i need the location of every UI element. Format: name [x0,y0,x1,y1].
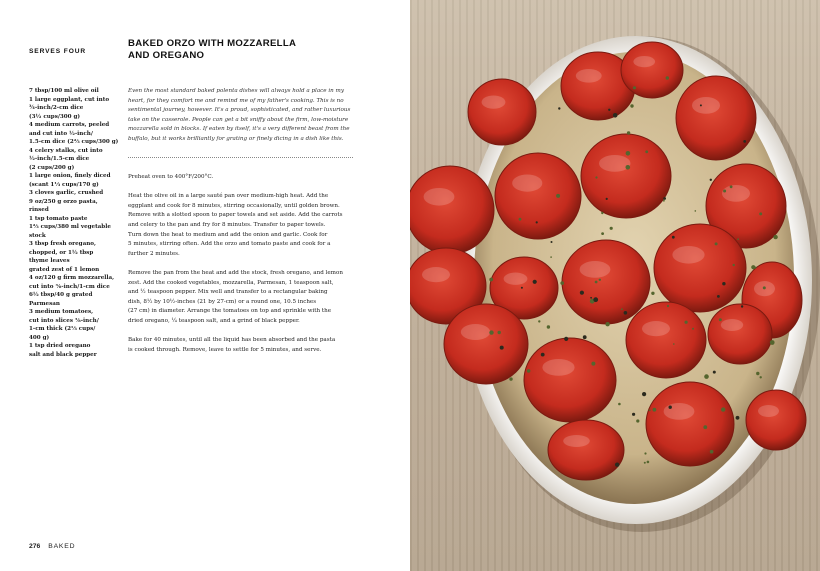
tomato-slice [495,153,581,239]
ingredient-line: (scant 1⅓ cups/170 g) [29,181,99,188]
herb-fleck [621,308,623,310]
herb-fleck [713,371,716,374]
tomato-highlight [422,267,450,282]
herb-fleck [741,305,743,307]
herb-fleck [636,419,639,422]
tomato-slice [621,42,683,98]
herb-fleck [700,104,702,106]
herb-fleck [601,232,604,235]
herb-fleck [533,280,537,284]
method-line: Heat the olive oil in a large sauté pan over medium-high heat. Add the [128,193,329,200]
herb-fleck [489,278,493,282]
herb-fleck [710,179,712,181]
herb-fleck [536,221,538,223]
method-line: Remove with a slotted spoon to paper towels and set aside. Add the carrots [128,212,343,219]
tomato-slice [626,302,706,378]
tomato-highlight [424,188,455,206]
method-line: is cooked through. Remove, leave to settle for 5 minutes, and serve. [128,346,322,353]
tomato-highlight [599,155,631,172]
herb-fleck [632,413,635,416]
herb-fleck [736,416,740,420]
herb-fleck [722,282,725,285]
tomato-slice [468,79,536,145]
herb-fleck [608,109,610,111]
herb-fleck [606,198,608,200]
ingredient-line: 1.5-cm dice (2⅔ cups/300 g) [29,139,119,145]
tomato-highlight [642,321,670,336]
tomato-highlight [633,56,655,67]
ingredient-line: and cut into ½-inch/ [29,130,93,137]
method-line: zest. Add the cooked vegetables, mozzarella, Parmesan, 1 teaspoon salt, [128,279,334,286]
herb-fleck [763,286,766,289]
herb-fleck [717,295,720,298]
tomato-highlight [542,359,574,376]
tomato-slice [548,420,624,480]
herb-fleck [626,151,631,156]
herb-fleck [498,331,501,334]
herb-fleck [633,86,636,89]
herb-fleck [651,292,654,295]
herb-fleck [653,408,657,412]
herb-fleck [618,403,621,406]
method-line: 5 minutes, stirring often. Add the orzo and tomato paste and cook for a [128,241,331,248]
herb-fleck [564,337,568,341]
page-number: 276 [29,543,41,550]
ingredient-line: ½-inch/1.5-cm dice [29,156,90,162]
ingredient-line: 1 tsp dried oregano [29,343,91,349]
method-line: eggplant and cook for 8 minutes, stirring occasionally, until golden brown. [128,202,340,209]
tomato-highlight [504,273,528,285]
recipe-method [128,173,354,365]
herb-fleck [560,281,564,285]
method-step [128,336,354,355]
tomato-highlight [580,261,611,278]
method-line: dried oregano, ¼ teaspoon salt, and a grind of black pepper. [128,317,300,324]
ingredient-line: grated zest of 1 lemon [29,266,100,273]
method-step [128,269,354,327]
ingredient-line: 1 large onion, finely diced [29,173,111,179]
method-line: and celery to the pan and fry for 8 minutes. Transfer to paper towels. [128,221,326,228]
ingredient-line: 1-cm thick (2⅓ cups/ [29,326,96,332]
herb-fleck [710,450,714,454]
tomato-slice [708,304,772,364]
herb-fleck [770,340,775,345]
herb-fleck [672,236,675,239]
tomato-slice [654,224,746,312]
herb-fleck [550,256,552,258]
ingredient-line: 1 large eggplant, cut into [29,96,110,103]
herb-fleck [626,165,631,170]
recipe-intro [128,87,354,144]
serves-label: SERVES FOUR [29,48,87,55]
ingredient-line: salt and black pepper [29,351,97,358]
ingredient-line: 4 celery stalks, cut into [29,147,103,154]
ingredient-line: rinsed [29,207,49,213]
herb-fleck [667,305,669,307]
intro-line: mozzarella sold in blocks. If eaten by itself, it's a very different beast from the [128,126,350,132]
method-line: Bake for 40 minutes, until all the liquid has been absorbed and the pasta [128,337,336,344]
herb-fleck [759,212,762,215]
herb-fleck [673,343,675,345]
method-line: and ½ teaspoon pepper. Mix well and transfer to a rectangular baking [128,289,328,296]
herb-fleck [595,176,597,178]
tomato-slice [562,240,650,324]
herb-fleck [755,267,757,269]
herb-fleck [743,140,746,143]
herb-fleck [647,461,650,464]
herb-fleck [756,372,759,375]
herb-fleck [663,197,666,200]
method-line: Remove the pan from the heat and add the stock, fresh oregano, and lemon [128,269,343,276]
herb-fleck [773,235,777,239]
tomato-slice [444,304,528,384]
tomato-highlight [576,69,602,83]
herb-fleck [685,321,688,324]
ingredient-line: chopped, or 1½ tbsp [29,249,94,256]
tomato-highlight [563,435,590,447]
ingredient-line: ¾-inch/2-cm dice [29,105,84,111]
tomato-highlight [512,175,542,192]
ingredient-line: 1 tsp tomato paste [29,215,88,222]
herb-fleck [541,353,545,357]
method-line: further 2 minutes. [128,250,180,257]
herb-fleck [730,185,733,188]
ingredient-line: 6½ tbsp/40 g grated [29,292,93,298]
ingredient-line: stock [29,232,46,239]
herb-fleck [630,104,633,107]
herb-fleck [593,297,598,302]
intro-line: heart, for they comfort me and remind me of my father's cooking. This is no [128,97,344,104]
ingredient-line: cut into slices ⅜-inch/ [29,317,99,324]
herb-fleck [590,297,592,299]
herb-fleck [695,210,697,212]
herb-fleck [500,346,504,350]
tomato-slice [746,390,806,450]
ingredient-line: 4 oz/120 g firm mozzarella, [29,275,115,281]
ingredient-line: 3 medium tomatoes, [29,309,94,315]
tomato-slice [410,166,494,254]
herb-fleck [644,462,646,464]
herb-fleck [519,218,522,221]
method-line: Turn down the heat to medium and add the onion and garlic. Cook for [128,231,328,238]
tomato-slice [646,382,734,466]
herb-fleck [663,200,665,202]
recipe-title [128,38,358,61]
herb-fleck [599,279,601,281]
method-line: dish, 8½ by 10½-inches (21 by 27-cm) or a round one, 10.5 inches [128,298,317,305]
herb-fleck [547,325,550,328]
method-line: Preheat oven to 400°F/200°C. [128,174,214,180]
herb-fleck [601,212,603,214]
herb-fleck [624,311,628,315]
ingredient-list [29,87,125,359]
herb-fleck [715,242,718,245]
herb-fleck [583,335,587,339]
herb-fleck [551,241,553,243]
tomato-highlight [672,246,704,264]
tomato-highlight [461,324,490,340]
section-name: BAKED [48,543,76,550]
intro-line: Even the most standard baked polenta dishes will always hold a place in my [128,88,345,94]
intro-line: buffalo, but it works brilliantly for grating or finely dicing in a dish like this. [128,135,344,142]
ingredient-line: 7 tbsp/100 ml olive oil [29,88,99,94]
tomato-slice [581,134,671,218]
herb-fleck [613,113,618,118]
herb-fleck [642,392,646,396]
herb-fleck [703,425,707,429]
ingredient-line: Parmesan [29,300,60,307]
ingredient-line: 3 cloves garlic, crushed [29,190,104,196]
tomato-highlight [692,97,720,114]
herb-fleck [521,287,523,289]
herb-fleck [595,281,598,284]
intro-line: take on the casserole. People can get a bit sniffy about the firm, low-moisture [128,116,349,123]
ingredient-line: (2 cups/200 g) [29,164,75,171]
dish-photo [410,0,820,571]
recipe-title-line: BAKED ORZO WITH MOZZARELLA [128,38,297,49]
herb-fleck [692,328,694,330]
herb-fleck [669,406,672,409]
herb-fleck [733,264,735,266]
herb-fleck [538,320,540,322]
ingredient-line: 400 g) [29,334,50,341]
method-step [128,173,354,183]
herb-fleck [645,150,648,153]
tomato-highlight [722,185,750,202]
herb-fleck [527,369,531,373]
ingredient-line: thyme leaves [29,258,70,264]
herb-fleck [605,322,609,326]
recipe-title-line: AND OREGANO [128,49,205,61]
tomato-highlight [721,319,743,331]
herb-fleck [591,362,595,366]
herb-fleck [649,410,651,412]
herb-fleck [704,374,709,379]
baked-orzo-dish-image [410,0,820,571]
herb-fleck [644,452,646,454]
herb-fleck [558,107,560,109]
herb-fleck [489,330,493,334]
herb-fleck [723,190,726,193]
tomato-highlight [758,405,779,417]
ingredient-line: 3 tbsp fresh oregano, [29,241,96,247]
herb-fleck [615,463,619,467]
tomato-highlight [482,96,506,109]
ingredient-line: 4 medium carrots, peeled [29,122,110,128]
herb-fleck [721,407,725,411]
ingredient-line: (3½ cups/300 g) [29,113,81,120]
ingredient-line: cut into ⅜-inch/1-cm dice [29,283,110,290]
tomato-slice [524,338,616,422]
tomato-highlight [664,403,695,420]
herb-fleck [666,76,669,79]
herb-fleck [627,131,630,134]
herb-fleck [556,194,560,198]
herb-fleck [610,227,613,230]
method-line: (27 cm) in diameter. Arrange the tomatoes on top and sprinkle with the [128,308,332,315]
herb-fleck [580,291,584,295]
herb-fleck [737,238,739,240]
tomato-slice [676,76,756,160]
page-footer [29,543,75,550]
intro-line: sentimental journey, however. It's a proud, sophisticated, and rather luxurious [128,107,351,113]
herb-fleck [760,376,762,378]
section-divider [128,157,353,158]
ingredient-line: 9 oz/250 g orzo pasta, [29,198,98,205]
method-step [128,192,354,259]
ingredient-line: 1⅔ cups/380 ml vegetable [29,224,111,230]
herb-fleck [509,377,512,380]
herb-fleck [719,318,722,321]
